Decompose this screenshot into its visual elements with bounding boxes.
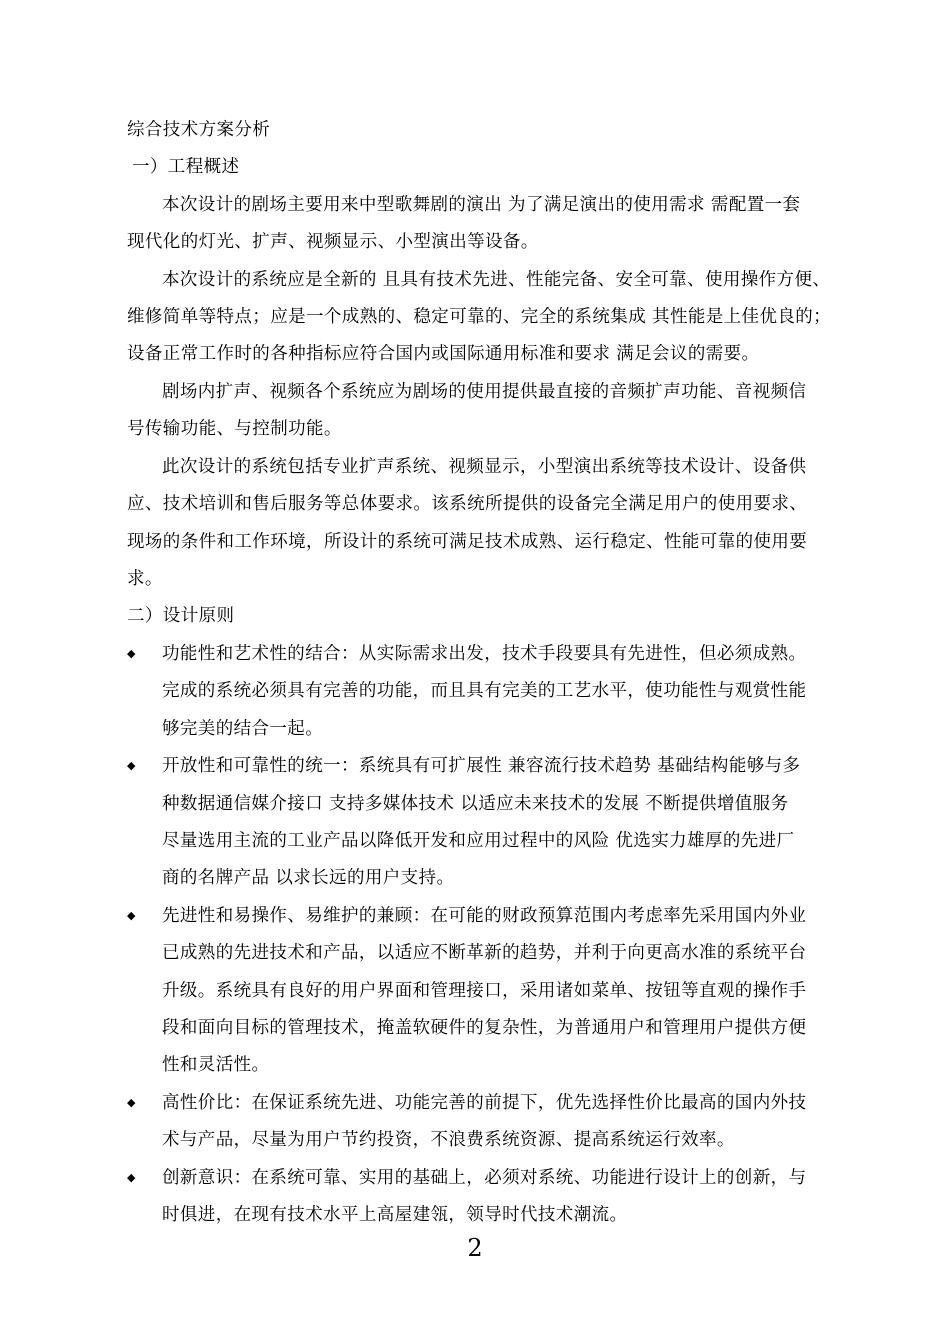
paragraph-line: 本次设计的系统应是全新的 且具有技术先进、性能完备、安全可靠、使用操作方便、 [162, 270, 831, 290]
bullet-line: 术与产品，尽量为用户节约投资，不浪费系统资源、提高系统运行效率。 [162, 1130, 735, 1150]
paragraph-line: 此次设计的系统包括专业扩声系统、视频显示，小型演出系统等技术设计、设备供 [162, 457, 807, 477]
paragraph-line: 现代化的灯光、扩声、视频显示、小型演出等设备。 [127, 232, 539, 252]
paragraph-line: 应、技术培训和售后服务等总体要求。该系统所提供的设备完全满足用户的使用要求、 [127, 494, 808, 514]
paragraph-line: 维修简单等特点；应是一个成熟的、稳定可靠的、完全的系统集成 其性能是上佳优良的； [127, 307, 832, 327]
section-heading: 二）设计原则 [127, 606, 235, 626]
bullet-icon: ◆ [127, 759, 136, 772]
bullet-line: 商的名牌产品 以求长远的用户支持。 [162, 868, 455, 888]
paragraph-line: 设备正常工作时的各种指标应符合国内或国际通用标准和要求 满足会议的需要。 [127, 344, 760, 364]
paragraph-line: 剧场内扩声、视频各个系统应为剧场的使用提供最直接的音频扩声功能、音视频信 [162, 382, 807, 402]
document-title: 综合技术方案分析 [127, 120, 271, 140]
bullet-line: 完成的系统必须具有完善的功能，而且具有完美的工艺水平，使功能性与观赏性能 [162, 681, 807, 701]
paragraph-line: 号传输功能、与控制功能。 [127, 419, 342, 439]
paragraph-line: 现场的条件和工作环境，所设计的系统可满足技术成熟、运行稳定、性能可靠的使用要 [127, 532, 808, 552]
section-heading: 一）工程概述 [132, 157, 240, 177]
bullet-line: 性和灵活性。 [162, 1055, 270, 1075]
bullet-line: 已成熟的先进技术和产品，以适应不断革新的趋势，并利于向更高水准的系统平台 [162, 943, 807, 963]
bullet-line: 创新意识：在系统可靠、实用的基础上，必须对系统、功能进行设计上的创新，与 [162, 1168, 807, 1188]
paragraph-line: 求。 [127, 569, 163, 589]
page-number: 2 [467, 1234, 483, 1262]
bullet-line: 功能性和艺术性的结合：从实际需求出发，技术手段要具有先进性，但必须成熟。 [162, 644, 807, 664]
bullet-icon: ◆ [127, 647, 136, 660]
bullet-line: 高性价比：在保证系统先进、功能完善的前提下，优先选择性价比最高的国内外技 [162, 1093, 807, 1113]
bullet-icon: ◆ [127, 909, 136, 922]
bullet-icon: ◆ [127, 1171, 136, 1184]
bullet-line: 开放性和可靠性的统一：系统具有可扩展性 兼容流行技术趋势 基础结构能够与多 [162, 756, 801, 776]
bullet-line: 种数据通信媒介接口 支持多媒体技术 以适应未来技术的发展 不断提供增值服务 [162, 794, 789, 814]
bullet-line: 够完美的结合一起。 [162, 719, 324, 739]
bullet-line: 时俱进，在现有技术水平上高屋建瓴，领导时代技术潮流。 [162, 1205, 628, 1225]
bullet-line: 升级。系统具有良好的用户界面和管理接口，采用诸如菜单、按钮等直观的操作手 [162, 981, 807, 1001]
bullet-line: 尽量选用主流的工业产品以降低开发和应用过程中的风险 优选实力雄厚的先进厂 [162, 831, 795, 851]
bullet-line: 段和面向目标的管理技术，掩盖软硬件的复杂性，为普通用户和管理用户提供方便 [162, 1018, 807, 1038]
bullet-line: 先进性和易操作、易维护的兼顾：在可能的财政预算范围内考虑率先采用国内外业 [162, 906, 807, 926]
bullet-icon: ◆ [127, 1096, 136, 1109]
paragraph-line: 本次设计的剧场主要用来中型歌舞剧的演出 为了满足演出的使用需求 需配置一套 [162, 195, 801, 215]
